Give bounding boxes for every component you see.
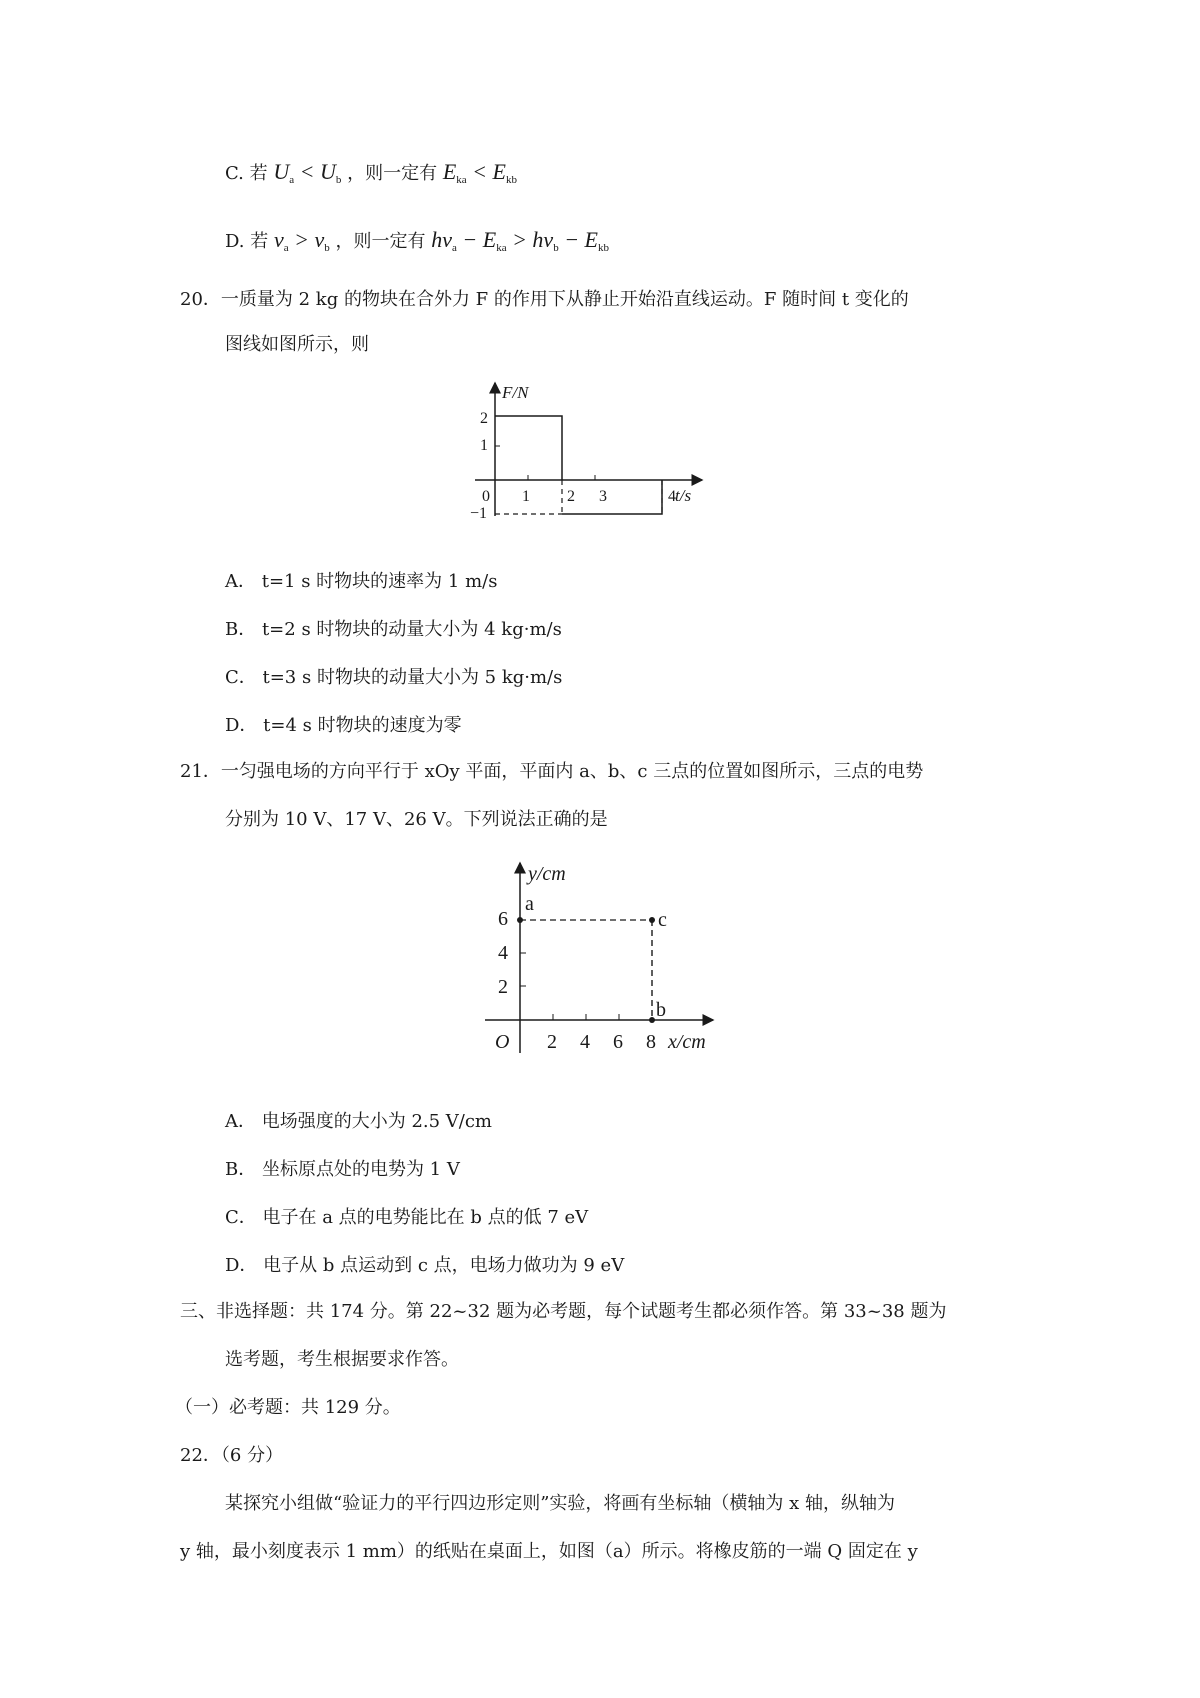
force-segment-positive [495,416,562,480]
q21-option-a: A． 电场强度的大小为 2.5 V/cm [225,1111,493,1132]
q21-option-b: B． 坐标原点处的电势为 1 V [225,1159,460,1180]
x-axis-label: t/s [675,486,692,505]
point-c [649,917,655,923]
section3-line1: 三、非选择题：共 174 分。第 22~32 题为必考题，每个试题考生都必须作答。第 33~38 题为 [180,1301,947,1322]
x-tick-label: 4 [668,488,676,505]
q19-option-c: C. 若 $U_a < U_b$ ，则一定有 $E_{ka} < E_{kb}$ [225,159,517,186]
y-tick-label: 1 [480,437,488,454]
y-axis-label: F/N [502,383,529,402]
y-tick-label: 2 [498,976,508,998]
q21-stem-line1: 21．一匀强电场的方向平行于 xOy 平面，平面内 a、b、c 三点的位置如图所示，三点的电势 [180,761,924,782]
q22-text-line2: y 轴，最小刻度表示 1 mm）的纸贴在桌面上，如图（a）所示。将橡皮筋的一端 Q 固定在 y [180,1541,918,1562]
q22-text-line1: 某探究小组做“验证力的平行四边形定则”实验，将画有坐标轴（横轴为 x 轴，纵轴为 [225,1493,895,1514]
y-axis-label: y/cm [528,863,566,885]
q20-option-d: D． t=4 s 时物块的速度为零 [225,715,462,736]
q20-option-b: B． t=2 s 时物块的动量大小为 4 kg·m/s [225,619,562,640]
section3-line2: 选考题，考生根据要求作答。 [225,1349,459,1370]
y-tick-label: 4 [498,942,508,964]
origin-label: O [495,1031,510,1053]
q19-option-d: D. 若 $\nu_a > \nu_b$ ，则一定有 $h\nu_a - E_{ka} > h\nu_b - E_{kb}$ [225,227,609,254]
force-segment-negative [562,480,662,514]
x-tick-label: 2 [567,488,575,505]
y-tick-label: 2 [480,410,488,427]
q20-stem-line2: 图线如图所示，则 [225,334,369,355]
q21-stem-line2: 分别为 10 V、17 V、26 V。下列说法正确的是 [225,809,608,830]
point-a-label: a [525,893,534,915]
section3-subheading: （一）必考题：共 129 分。 [175,1397,401,1418]
x-tick-label: 8 [646,1031,656,1053]
q20-option-c: C． t=3 s 时物块的动量大小为 5 kg·m/s [225,667,563,688]
x-tick-label: 3 [599,488,607,505]
point-a [517,917,523,923]
x-tick-label: 2 [547,1031,557,1053]
q21-option-d: D． 电子从 b 点运动到 c 点，电场力做功为 9 eV [225,1255,625,1276]
x-axis-label: x/cm [668,1031,706,1053]
x-tick-label: 1 [522,488,530,505]
q22-heading: 22．（6 分） [180,1445,284,1466]
point-b [649,1017,655,1023]
force-time-graph [470,378,710,528]
formula-energy-inequality: $h\nu_a - E_{ka} > h\nu_b - E_{kb}$ [431,227,609,254]
formula-eka-lt-ekb: $E_{ka} < E_{kb}$ [442,159,517,186]
point-c-label: c [658,909,667,931]
electric-field-graph [480,858,720,1058]
origin-label: 0 [482,488,490,505]
q20-stem-line1: 20．一质量为 2 kg 的物块在合外力 F 的作用下从静止开始沿直线运动。F 随时间 t 变化的 [180,289,909,310]
formula-nua-gt-nub: $\nu_a > \nu_b$ [273,227,330,254]
q20-option-a: A． t=1 s 时物块的速率为 1 m/s [225,571,498,592]
point-b-label: b [656,999,666,1021]
q21-option-c: C． 电子在 a 点的电势能比在 b 点的低 7 eV [225,1207,589,1228]
y-tick-label: −1 [470,505,488,522]
x-tick-label: 4 [580,1031,590,1053]
y-tick-label: 6 [498,908,508,930]
x-tick-label: 6 [613,1031,623,1053]
formula-ua-lt-ub: $U_a < U_b$ [273,159,342,186]
